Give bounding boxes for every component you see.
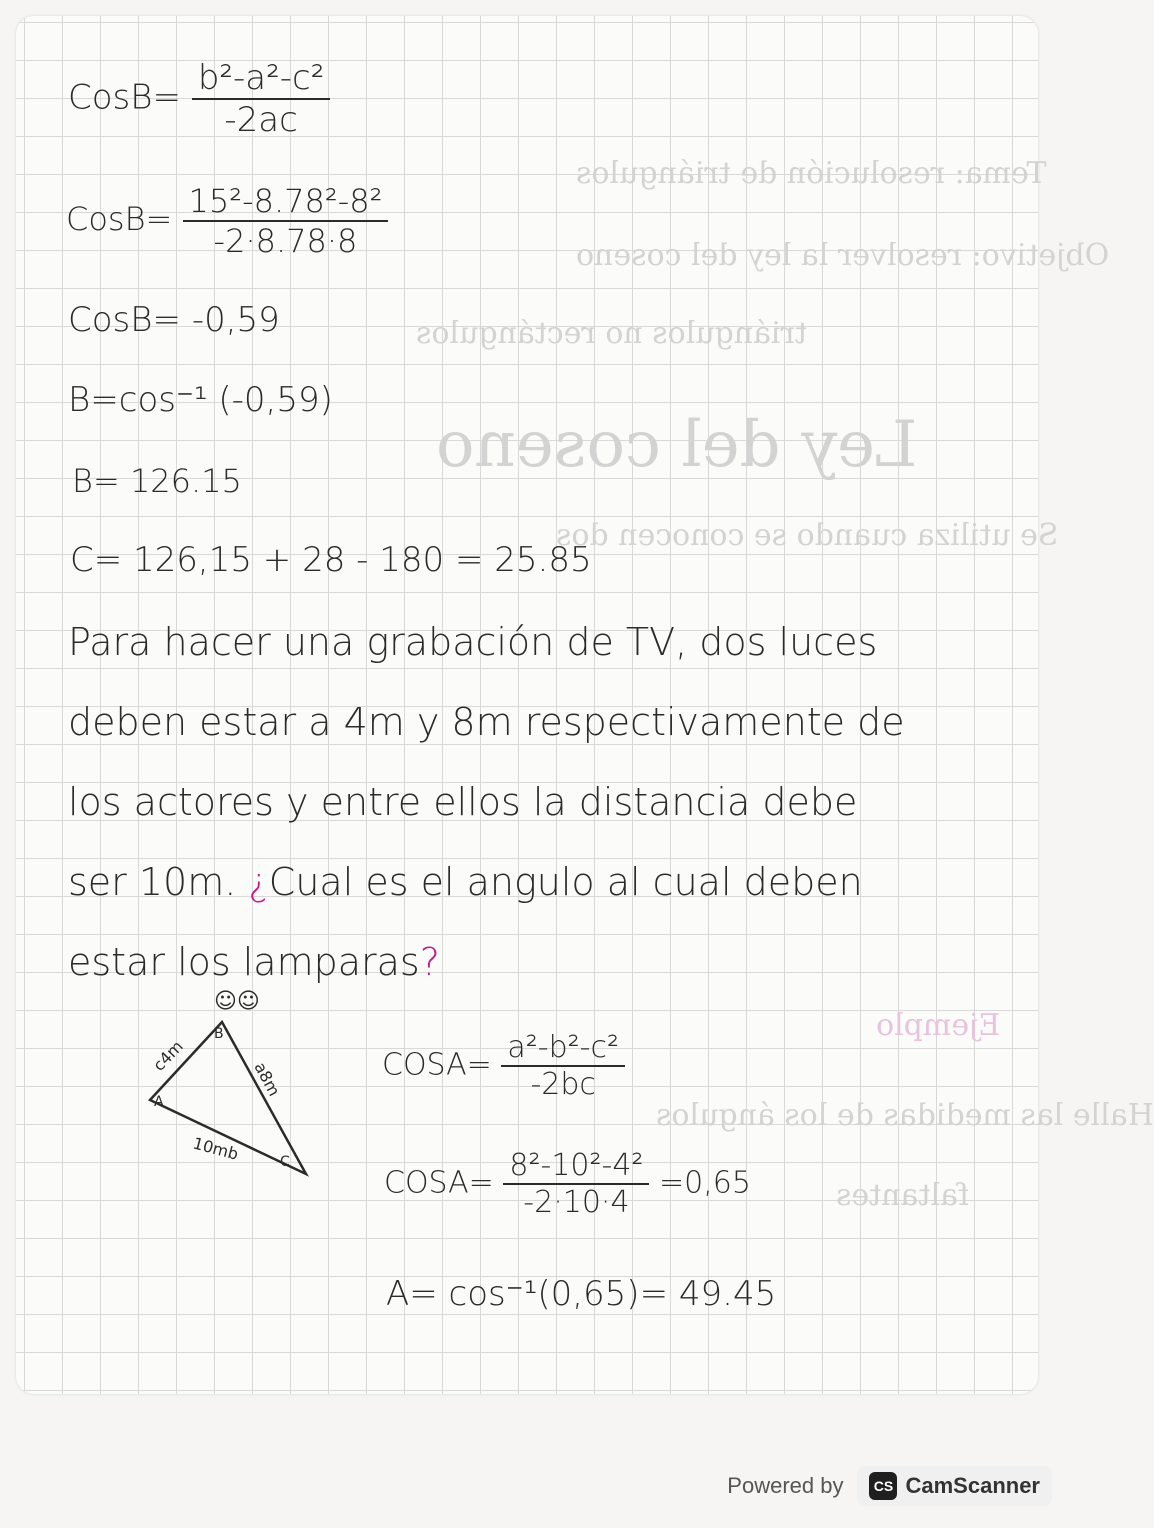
camscanner-brand: CamScanner xyxy=(905,1473,1040,1498)
bleed-through-ejemplo: Ejemplo xyxy=(876,1008,1001,1043)
question-mark-open: ¿ xyxy=(248,860,269,904)
problem-line-3: los actores y entre ellos la distancia debe xyxy=(68,780,858,824)
side-a-label: a8m xyxy=(250,1058,284,1100)
bleed-through-text: Halle las medidas de los ángulos xyxy=(656,1098,1154,1133)
side-c-label: c4m xyxy=(149,1036,187,1075)
cosA-sub-numerator: 8²-10²-4² xyxy=(503,1148,649,1185)
cosB-value: CosB= -0,59 xyxy=(68,300,280,340)
bleed-through-title: Ley del coseno xyxy=(436,408,918,482)
bleed-through-text: Se utiliza cuando se conocen dos xyxy=(556,518,1059,553)
vertex-b-label: B xyxy=(214,1026,224,1042)
bleed-through-text: Tema: resolución de triángulos xyxy=(576,156,1047,191)
bleed-through-text: Objetivo: resolver la ley del coseno xyxy=(576,238,1110,273)
problem-line-2: deben estar a 4m y 8m respectivamente de xyxy=(68,700,905,744)
cosB-formula: CosB= $\frac{\text{b²-a²-c²}}{-2ac}$ xyxy=(68,58,330,140)
B-inverse-cos: B=cos⁻¹ (-0,59) xyxy=(68,380,333,420)
cosB-sub-denominator: -2·8.78·8 xyxy=(213,222,358,260)
A-value: A= cos⁻¹(0,65)= 49.45 xyxy=(386,1274,777,1314)
camscanner-logo-icon: CS xyxy=(869,1472,897,1500)
problem-line-5: estar los lamparas? xyxy=(68,940,440,984)
problem-line-1: Para hacer una grabación de TV, dos luces xyxy=(68,620,878,664)
side-b-label: 10mb xyxy=(190,1133,241,1164)
problem-line-4: ser 10m. ¿Cual es el angulo al cual deben xyxy=(68,860,863,904)
triangle-figure xyxy=(130,980,330,1190)
question-mark-close: ? xyxy=(419,940,440,984)
B-value: B= 126.15 xyxy=(72,462,242,500)
cosA-formula-numerator: a²-b²-c² xyxy=(501,1030,625,1067)
cosB-sub-numerator: 15²-8.78²-8² xyxy=(183,182,389,222)
bleed-through-text: faltantes xyxy=(836,1178,970,1213)
powered-by-label: Powered by xyxy=(727,1473,844,1498)
cosB-formula-numerator: b²-a²-c² xyxy=(192,58,331,100)
C-value: C= 126,15 + 28 - 180 = 25.85 xyxy=(70,540,592,580)
cosB-formula-denominator: -2ac xyxy=(224,100,298,140)
faces-icon: ☺☺ xyxy=(214,989,260,1014)
camscanner-badge xyxy=(857,1466,1052,1506)
cosA-sub-denominator: -2·10·4 xyxy=(523,1185,630,1220)
cosB-substitution: CosB= $\frac{\text{15²-8.78²-8²}}{-2\cdot 8.78\cdot 8}$ xyxy=(66,182,388,260)
cosA-formula: COSA= $\frac{\text{a²-b²-c²}}{-2bc}$ xyxy=(382,1030,625,1102)
bleed-through-text: triángulos no rectángulos xyxy=(416,316,807,351)
cosA-substitution: COSA= $\frac{\text{8²-10²-4²}}{-2\cdot 10\cdot 4}$ =0,65 xyxy=(384,1148,751,1220)
vertex-c-label: C xyxy=(280,1154,290,1170)
vertex-a-label: A xyxy=(154,1094,164,1110)
cosA-formula-denominator: -2bc xyxy=(530,1067,596,1102)
cosA-result: =0,65 xyxy=(659,1165,751,1201)
camscanner-watermark xyxy=(727,1466,1052,1506)
